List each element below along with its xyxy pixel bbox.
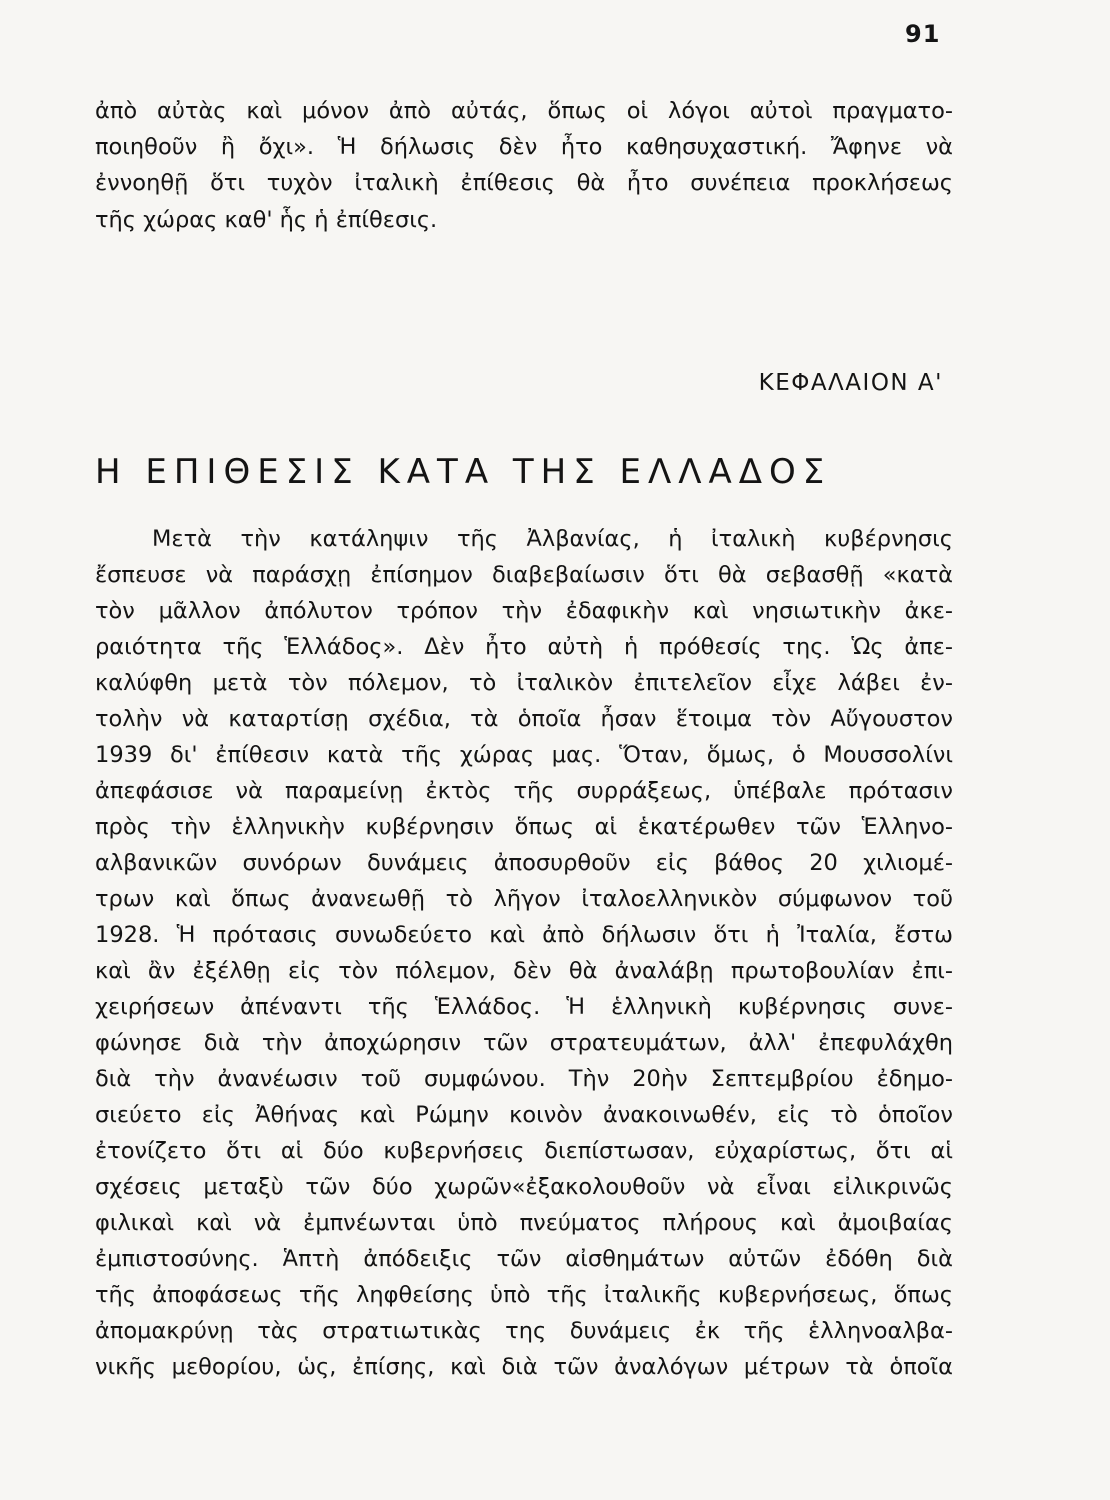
- text-line: τῆς χώρας καθ' ἧς ἡ ἐπίθεσις.: [95, 207, 438, 233]
- text-line: τρων καὶ ὅπως ἀνανεωθῇ τὸ λῆγον ἰταλοελληνικὸν σύμφωνον τοῦ: [95, 886, 953, 912]
- text-line: ἐτονίζετο ὅτι αἱ δύο κυβερνήσεις διεπίστωσαν, εὐχαρίστως, ὅτι αἱ: [95, 1138, 953, 1164]
- text-line: ἀπὸ αὐτὰς καὶ μόνον ἀπὸ αὐτάς, ὅπως οἱ λόγοι αὐτοὶ πραγματο-: [95, 98, 953, 124]
- text-line: σιεύετο εἰς Ἀθήνας καὶ Ρώμην κοινὸν ἀνακοινωθέν, εἰς τὸ ὁποῖον: [95, 1102, 953, 1128]
- text-line: τολὴν νὰ καταρτίσῃ σχέδια, τὰ ὁποῖα ἦσαν ἕτοιμα τὸν Αὔγουστον: [95, 706, 953, 732]
- text-line: σχέσεις μεταξὺ τῶν δύο χωρῶν«ἐξακολουθοῦν νὰ εἶναι εἰλικρινῶς: [95, 1174, 953, 1200]
- text-line: καλύφθη μετὰ τὸν πόλεμον, τὸ ἰταλικὸν ἐπιτελεῖον εἶχε λάβει ἐν-: [95, 670, 953, 696]
- text-line: ἀπομακρύνῃ τὰς στρατιωτικὰς της δυνάμεις ἐκ τῆς ἑλληνοαλβα-: [95, 1318, 953, 1344]
- text-line: πρὸς τὴν ἑλληνικὴν κυβέρνησιν ὅπως αἱ ἑκατέρωθεν τῶν Ἑλληνο-: [95, 814, 953, 840]
- text-line: 1939 δι' ἐπίθεσιν κατὰ τῆς χώρας μας. Ὅταν, ὅμως, ὁ Μουσσολίνι: [95, 742, 953, 768]
- text-line: ἐμπιστοσύνης. Ἁπτὴ ἀπόδειξις τῶν αἰσθημάτων αὐτῶν ἐδόθη διὰ: [95, 1246, 953, 1272]
- text-line: χειρήσεων ἀπέναντι τῆς Ἑλλάδος. Ἡ ἑλληνικὴ κυβέρνησις συνε-: [95, 994, 953, 1020]
- text-line: ραιότητα τῆς Ἑλλάδος». Δὲν ἦτο αὐτὴ ἡ πρόθεσίς της. Ὡς ἀπε-: [95, 634, 953, 660]
- text-line: 1928. Ἡ πρότασις συνωδεύετο καὶ ἀπὸ δήλωσιν ὅτι ἡ Ἰταλία, ἔστω: [95, 922, 953, 948]
- text-line: ἐννοηθῇ ὅτι τυχὸν ἰταλικὴ ἐπίθεσις θὰ ἦτο συνέπεια προκλήσεως: [95, 170, 953, 196]
- text-line: καὶ ἂν ἐξέλθῃ εἰς τὸν πόλεμον, δὲν θὰ ἀναλάβῃ πρωτοβουλίαν ἐπι-: [95, 958, 953, 984]
- text-line: αλβανικῶν συνόρων δυνάμεις ἀποσυρθοῦν εἰς βάθος 20 χιλιομέ-: [95, 850, 953, 876]
- text-line: τῆς ἀποφάσεως τῆς ληφθείσης ὑπὸ τῆς ἰταλικῆς κυβερνήσεως, ὅπως: [95, 1282, 953, 1308]
- text-line: φιλικαὶ καὶ νὰ ἐμπνέωνται ὑπὸ πνεύματος πλήρους καὶ ἀμοιβαίας: [95, 1210, 953, 1236]
- chapter-label: ΚΕΦΑΛΑΙΟΝ Α': [758, 370, 943, 396]
- page-number: 91: [905, 20, 941, 48]
- chapter-title: Η ΕΠΙΘΕΣΙΣ ΚΑΤΑ ΤΗΣ ΕΛΛΑΔΟΣ: [95, 452, 832, 492]
- text-line: ἔσπευσε νὰ παράσχῃ ἐπίσημον διαβεβαίωσιν ὅτι θὰ σεβασθῇ «κατὰ: [95, 562, 953, 588]
- text-line: Μετὰ τὴν κατάληψιν τῆς Ἀλβανίας, ἡ ἰταλικὴ κυβέρνησις: [152, 526, 953, 552]
- text-line: τὸν μᾶλλον ἀπόλυτον τρόπον τὴν ἐδαφικὴν καὶ νησιωτικὴν ἀκε-: [95, 598, 953, 624]
- text-line: ἀπεφάσισε νὰ παραμείνῃ ἐκτὸς τῆς συρράξεως, ὑπέβαλε πρότασιν: [95, 778, 953, 804]
- text-line: διὰ τὴν ἀνανέωσιν τοῦ συμφώνου. Τὴν 20ὴν Σεπτεμβρίου ἐδημο-: [95, 1066, 953, 1092]
- text-line: φώνησε διὰ τὴν ἀποχώρησιν τῶν στρατευμάτων, ἀλλ' ἐπεφυλάχθη: [95, 1030, 953, 1056]
- text-line: ποιηθοῦν ἢ ὄχι». Ἡ δήλωσις δὲν ἦτο καθησυχαστική. Ἄφηνε νὰ: [95, 134, 953, 160]
- text-line: νικῆς μεθορίου, ὡς, ἐπίσης, καὶ διὰ τῶν ἀναλόγων μέτρων τὰ ὁποῖα: [95, 1354, 953, 1380]
